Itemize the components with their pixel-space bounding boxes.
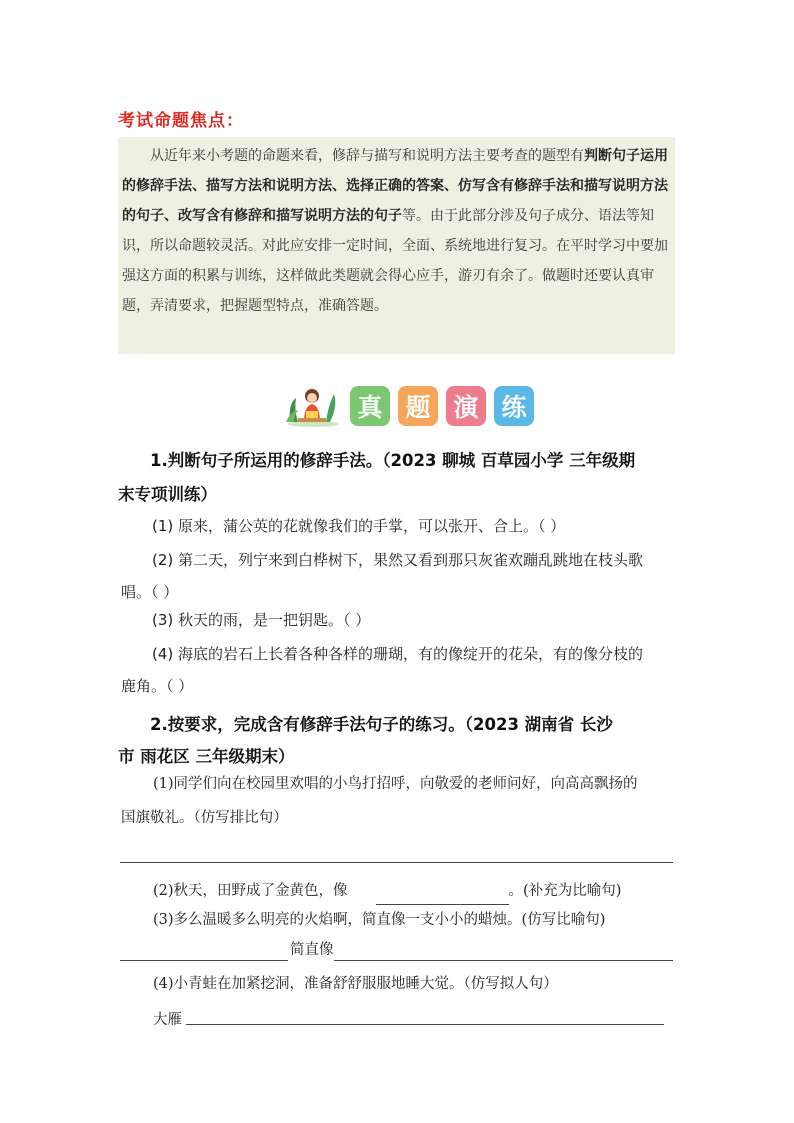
answer-line-3b[interactable] — [334, 960, 673, 961]
question-2-item-4 — [153, 970, 677, 998]
question-1-heading-line2: 末专项训练） — [118, 485, 217, 504]
answer-line-3a[interactable] — [120, 960, 288, 961]
question-2-item-2 — [153, 877, 677, 905]
item-text: (3) 秋天的雨，是一把钥匙。（ ） — [152, 611, 371, 629]
question-2-item-3 — [153, 906, 677, 934]
item-3-middle-text: 简直像 — [290, 942, 334, 958]
item-text: (2)秋天，田野成了金黄色，像 — [153, 883, 348, 899]
banner-char-yan: 演 — [446, 386, 486, 426]
item-text-cont: 唱。（ ） — [121, 583, 179, 601]
item-4-prefix: 大雁 — [153, 1012, 182, 1028]
focus-text-part2: 等。由于此部分涉及句子成分、语法等知识，所以命题较灵活。对此应安排一定时间，全面、系统地进行复习。在平时学习中要加强这方面的积累与训练，这样做此类题就会得心应手，游刃有余了。做题时还要认真审题，弄清要求，把握题型特点，准确答题。 — [122, 208, 668, 314]
exam-focus-title: 考试命题焦点： — [118, 111, 244, 131]
answer-blank-2[interactable] — [376, 884, 509, 905]
item-text: (1) 原来，蒲公英的花就像我们的手掌，可以张开、合上。（ ） — [152, 517, 566, 535]
question-1-item-1 — [121, 512, 677, 540]
practice-banner — [284, 384, 534, 428]
item-text-cont: 国旗敬礼。（仿写排比句） — [121, 810, 288, 826]
question-1-item-4 — [121, 640, 677, 700]
exam-focus-box — [118, 137, 675, 354]
question-1-heading-line1: 1.判断句子所运用的修辞手法。（2023 聊城 百草园小学 三年级期 — [150, 451, 636, 470]
answer-line-4[interactable] — [186, 1024, 664, 1025]
girl-reading-illustration — [284, 384, 342, 428]
focus-text-part1: 从近年来小考题的命题来看，修辞与描写和说明方法主要考查的题型有 — [150, 148, 584, 164]
question-2-item-1 — [121, 770, 677, 832]
question-1-item-3 — [121, 606, 677, 634]
focus-text-bold: 判断句子运用的修辞手法、描写方法和说明方法、选择正确的答案、仿写含有修辞手法和描写说明方法的句子、改写含有修辞和描写说明方法的句子 — [122, 148, 668, 224]
question-1-item-2 — [121, 546, 677, 606]
item-text-cont: 鹿角。（ ） — [121, 677, 194, 695]
question-2-heading-line1: 2.按要求，完成含有修辞手法句子的练习。（2023 湖南省 长沙 — [150, 715, 613, 734]
item-text: (3)多么温暖多么明亮的火焰啊，简直像一支小小的蜡烛。(仿写比喻句) — [153, 912, 606, 928]
banner-char-ti: 题 — [398, 386, 438, 426]
answer-line-1[interactable] — [120, 862, 673, 863]
exam-focus-paragraph — [122, 141, 671, 321]
item-text: (4)小青蛙在加紧挖洞，准备舒舒服服地睡大觉。（仿写拟人句） — [153, 976, 558, 992]
question-2-heading-line2: 市 雨花区 三年级期末） — [118, 747, 295, 766]
item-text-cont: 。(补充为比喻句) — [508, 883, 622, 899]
item-text: (2) 第二天，列宁来到白桦树下，果然又看到那只灰雀欢蹦乱跳地在枝头歌 — [152, 551, 644, 569]
banner-char-zhen: 真 — [350, 386, 390, 426]
banner-char-lian: 练 — [494, 386, 534, 426]
item-text: (1)同学们向在校园里欢唱的小鸟打招呼，向敬爱的老师问好，向高高飘扬的 — [153, 776, 638, 792]
item-text: (4) 海底的岩石上长着各种各样的珊瑚，有的像绽开的花朵，有的像分枝的 — [152, 645, 644, 663]
